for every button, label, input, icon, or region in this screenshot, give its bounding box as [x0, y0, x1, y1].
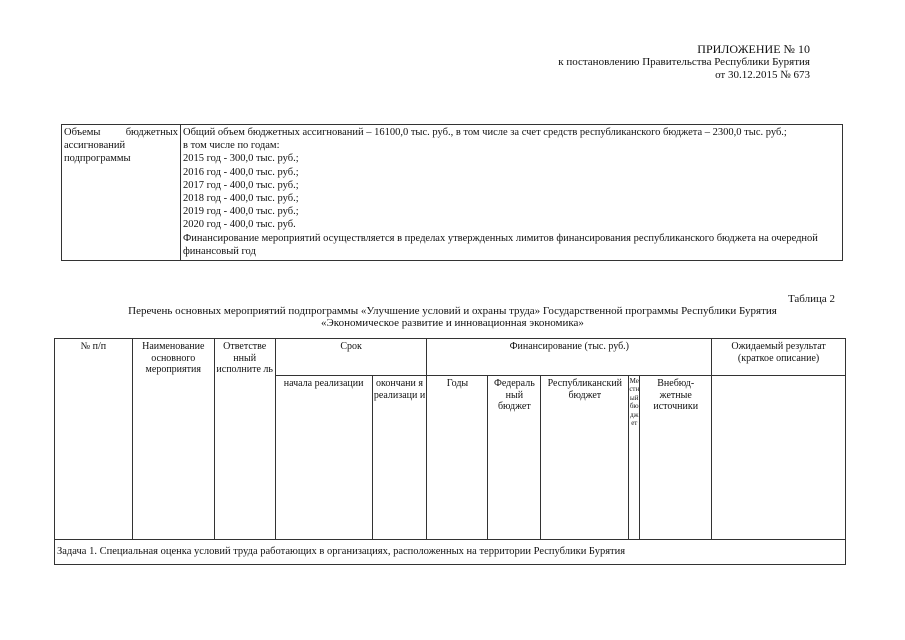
table-row [62, 125, 843, 261]
budget-label-cell [62, 125, 181, 261]
appendix-decree: к постановлению Правительства Республики Бурятия [558, 56, 810, 68]
col-header-financing: Финансирование (тыс. руб.) [427, 339, 712, 376]
col-header-num: № п/п [55, 339, 133, 540]
measures-table [54, 338, 846, 565]
table-header-row [55, 339, 846, 376]
budget-label-line [64, 126, 178, 139]
budget-years-intro: в том числе по годам: [183, 140, 280, 152]
budget-label-line: подпрограммы [64, 153, 131, 165]
col-header-term: Срок [275, 339, 427, 376]
appendix-number: ПРИЛОЖЕНИЕ № 10 [697, 42, 810, 56]
col-header-republic: Республиканский бюджет [541, 376, 629, 540]
col-header-result: Ожидаемый результат (краткое описание) [712, 339, 846, 376]
budget-label-word: Объемы [64, 127, 101, 138]
col-header-responsible: Ответстве нный исполните ль [214, 339, 275, 540]
col-header-end: окончани я реализаци и [372, 376, 427, 540]
budget-year-line: 2015 год - 300,0 тыс. руб.; [183, 153, 299, 165]
budget-year-line: 2019 год - 400,0 тыс. руб.; [183, 206, 299, 218]
col-header-start: начала реализации [275, 376, 372, 540]
table-label: Таблица 2 [787, 293, 835, 305]
document-header [558, 43, 810, 82]
budget-total: Общий объем бюджетных ассигнований – 16100,0 тыс. руб., в том числе за счет средств республиканского бюджета – 2300,0 тыс. руб.; [183, 127, 787, 138]
table-row [55, 540, 846, 565]
col-header-result-empty [712, 376, 846, 540]
col-header-local: Местный бюджет [629, 376, 640, 540]
col-header-federal: Федераль ный бюджет [488, 376, 541, 540]
budget-year-line: 2017 год - 400,0 тыс. руб.; [183, 179, 299, 191]
table-title-line: «Экономическое развитие и инновационная экономика» [321, 317, 584, 329]
table-title-line: Перечень основных мероприятий подпрограммы «Улучшение условий и охраны труда» Государственной программы Республики Бурятия [128, 305, 777, 317]
col-header-years: Годы [427, 376, 488, 540]
task-1-row: Задача 1. Специальная оценка условий труда работающих в организациях, расположенных на территории Республики Бурятия [55, 540, 846, 565]
budget-year-line: 2020 год - 400,0 тыс. руб. [183, 219, 296, 231]
budget-note: Финансирование мероприятий осуществляется в пределах утвержденных лимитов финансирования республиканского бюджета на очередной финансовый год [183, 232, 818, 257]
budget-value-cell [181, 125, 843, 261]
budget-year-line: 2016 год - 400,0 тыс. руб.; [183, 166, 299, 178]
budget-allocation-table [61, 124, 843, 261]
budget-label-word: бюджетных [125, 127, 178, 138]
col-header-name: Наименование основного мероприятия [132, 339, 214, 540]
budget-label-line: ассигнований [64, 140, 126, 152]
budget-year-line: 2018 год - 400,0 тыс. руб.; [183, 193, 299, 205]
col-header-extra: Внебюд- жетные источники [640, 376, 712, 540]
table-title [0, 305, 905, 329]
appendix-date: от 30.12.2015 № 673 [715, 69, 810, 81]
